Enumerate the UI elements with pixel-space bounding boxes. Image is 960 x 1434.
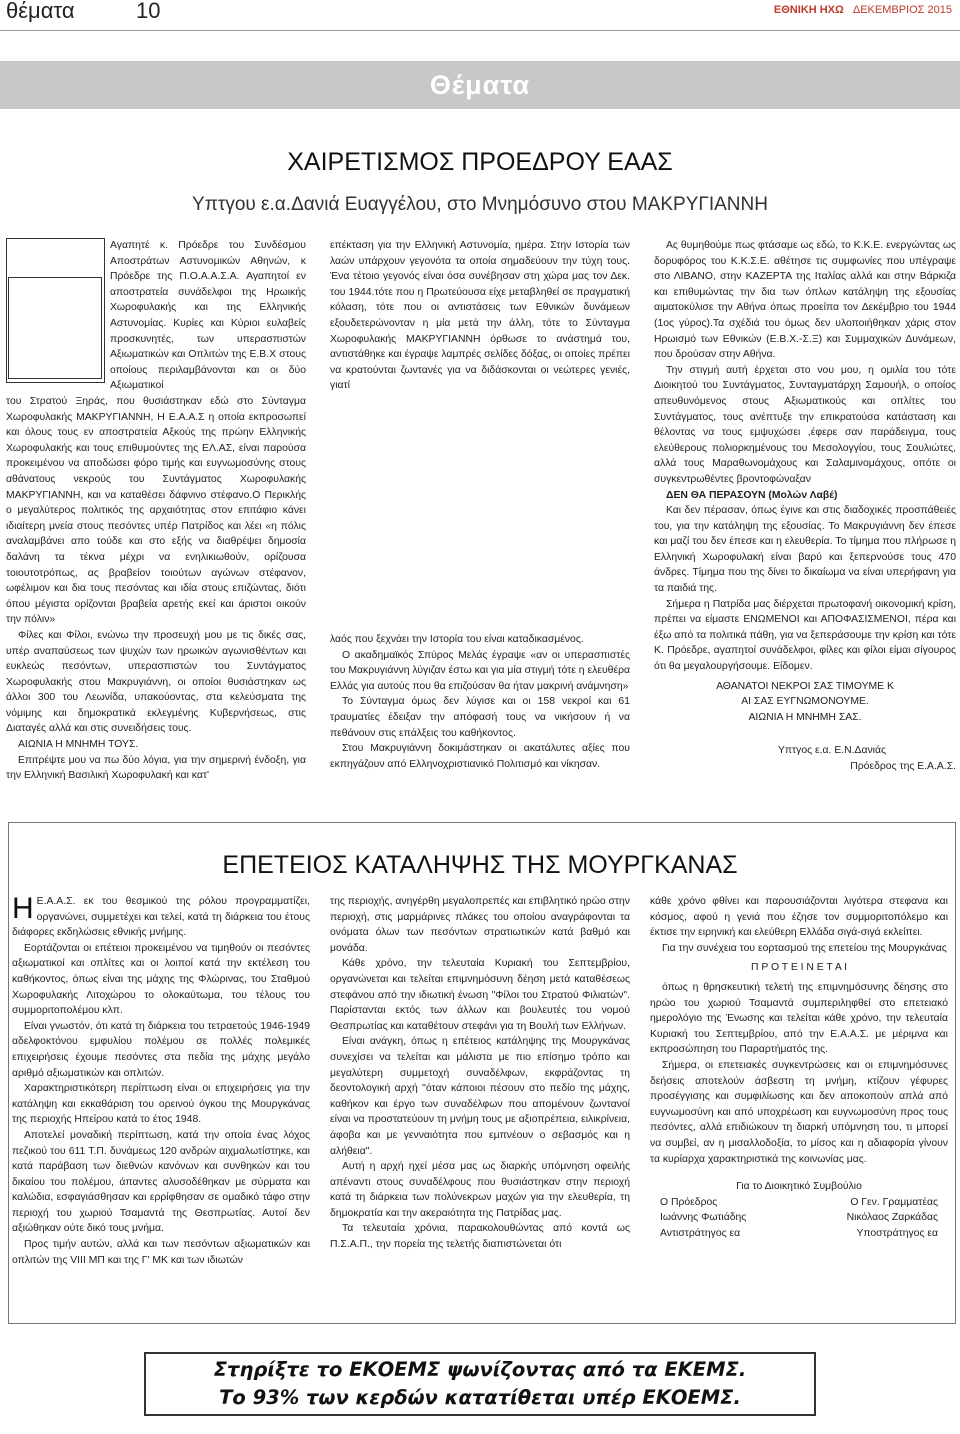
article2-col2 bbox=[330, 894, 630, 1253]
paragraph: λαός που ξεχνάει την Ιστορία του είναι καταδικασμένος. bbox=[330, 633, 584, 645]
page-number: 10 bbox=[136, 0, 161, 23]
advert-line: Το 93% των κερδών κατατίθεται υπέρ ΕΚΟΕΜΣ. bbox=[219, 1386, 741, 1409]
author-photo bbox=[6, 238, 105, 383]
header-rule bbox=[0, 30, 960, 31]
article2-col1 bbox=[12, 894, 310, 1268]
paragraph: ΔΕΝ ΘΑ ΠΕΡΑΣΟΥΝ (Μολών Λαβέ) bbox=[666, 489, 838, 501]
article1-greeting: Αγαπητέ κ. Πρόεδρε του Συνδέσμου Αποστράτων Αστυνομικών Αθηνών, κ Πρόεδρε της Π.Ο.Α.Α.Σ.Α. Αγαπητοί εν αποστρατεία συνάδελφοι της Ηρωικής Χωροφυλακής και της Ελληνικής Αστυνομίας. Κυρίες και Κύριοι ευλαβείς προσκυνητές, των υπερασπιστών Αξιωματικών και Οπλιτών της Ε.Β.Χ στους οποίους περιλαμβάνονται και οι δύο Αξιωματικοί bbox=[110, 240, 306, 392]
paragraph: της περιοχής, ανηγέρθη μεγαλοπρεπές και επιβλητικό ηρώο στην περιοχή, στις μαρμάρινες πλάκες του οποίου αναγράφονται τα ονόματα όλων των πεσόντων στρατιωτικών κατά βαθμό και μονάδα. bbox=[330, 896, 630, 954]
signature-name: Ιωάννης Φωτιάδης bbox=[660, 1212, 747, 1224]
paragraph: Κάθε χρόνο, την τελευταία Κυριακή του Σεπτεμβρίου, οργανώνεται και τελείται επιμνημόσυνη δέηση μετά καταθέσεως στεφάνου από την ιδιωτική ένωση "Φίλοι του Στρατού Φιλιατών". Παρίστανται εκτός των άλλων και βουλευτές του νομού Θεσπρωτίας και καταθέτουν στεφάνι για τη Βουλή των Ελλήνων. bbox=[330, 958, 630, 1032]
footer-advert bbox=[144, 1352, 816, 1416]
section-name: θέματα bbox=[6, 0, 75, 23]
board-heading: Για το Διοικητικό Συμβούλιο bbox=[736, 1181, 862, 1193]
paragraph: όπως η θρησκευτική τελετή της επιμνημόσυνης δέησης στο ηρώο του χωριού Τσαμαντά συμπεριληφθεί στο επετειακό ημερολόγιο της Ένωσης και τελείται κάθε χρόνο, την τελευταία Κυριακή του Σεπτεμβρίου, από την Ε.Α.Α.Σ. με μέριμνα και εκπροσώπηση του Παραρτήματός της. bbox=[650, 981, 948, 1056]
newspaper-name: ΕΘΝΙΚΗ ΗΧΩ bbox=[773, 4, 844, 16]
paragraph: Στου Μακρυγιάννη δοκιμάστηκαν οι ακατάλυτες αξίες που εκπηγάζουν από Ελληνοχριστιανικό Πολιτισμό και νίκησαν. bbox=[330, 743, 630, 770]
article1-col1 bbox=[6, 394, 306, 784]
paragraph: Σήμερα, οι επετειακές συγκεντρώσεις και οι επιμνημόσυνες δεήσεις αποτελούν άσβεστη τη μνήμη, κτίζουν γέφυρες προσέγγισης και συμφιλίωσης και δεν αποκοπούν απλά από ευγνωμοσύνη και από υποχρέωση και ευγνωμοσύνη προς τους πεσόντες, αλλά επιδιώκουν τη διαρκή υπόμνηση του, τι μπορεί να συμβεί, αν η μισαλλοδοξία, το μίσος και η αδιαφορία γίνουν τα κυρίαρχα χαρακτηριστικά της κοινωνίας μας. bbox=[650, 1059, 948, 1165]
paragraph: Την στιγμή αυτή έρχεται στο νου μου, η ομιλία του τότε Διοικητού του Συντάγματος, Συνταγματάρχη Σαμουήλ, ο οποίος απευθυνόμενος στους Αξιωματικούς και οπλίτες του Συντάγματος, τους ανέπτυξε την επικρατούσα κατάσταση και θέλοντας να τους εμψυχώσει ,έφερε σαν παράδειγμα, τους ελεύθερους πολιορκημένους του Μεσολογγίου, τους Σουλιώτες, αλλά τους Μαραθωνομάχους και Σαλαμινομάχους, οπότε οι συγκεντρωθέντες βροντοφώναξαν bbox=[654, 364, 956, 485]
article1-col3 bbox=[654, 238, 956, 775]
paragraph: Προς τιμήν αυτών, αλλά και των πεσόντων αξιωματικών και οπλιτών της VIII ΜΠ και της Γ' ΜΚ και των ιδιωτών bbox=[12, 1239, 310, 1266]
closing-line: ΑΙ ΣΑΣ ΕΥΓΝΩΜΟΝΟΥΜΕ. bbox=[741, 696, 869, 708]
paragraph: Χαρακτηριστικότερη περίπτωση είναι οι επιχειρήσεις για την κατάληψη και εκκαθάριση του ορεινού όγκου της Μουργκάνας της περιοχής Ηπείρου κατά το έτος 1948. bbox=[12, 1083, 310, 1126]
paragraph: του Στρατού Ξηράς, που θυσιάστηκαν εδώ στο Σύνταγμα Χωροφυλακής ΜΑΚΡΥΓΙΑΝΝΗ, Η Ε.Α.Α.Σ η οποία εκπροσωπεί και όλους τους εν αποστρατεία Αξκούς της πρώην Ελληνικής Χωροφυλακής και τους επιθυμούντες της ΕΛ.ΑΣ, είναι παρούσα προκειμένου να αποδώσει φόρο τιμής και ευγνωμοσύνης στους αθάνατους νεκρούς του Συντάγματος Χωροφυλακής ΜΑΚΡΥΓΙΑΝΝΗ, και να καταθέσει δάφνινο στέφανο.Ο Περικλής ο μεγαλύτερος πολιτικός της αρχαιότητας στον επιτάφιο κάνει ιδιαίτερη μνεία στους πεσόντες υπέρ Πατρίδος και λέει «η πόλις αναλαμβάνει απο τούδε και στο εξής να διαθρέψει δημοσία δαλάνη τα τέκνα μέχρι να ενηλικιωθούν, ορίζουσα τοιουτοτρόπως, ας βραβείον τοιούτων αγώνων στέφανον, ωφέλιμον και δια τους πεσόντας και ιδία στους επιζώντας, διότι όπου μέγιστα ορίζονται βραβεία αρετής εκεί και άριστοι οικούν την πόλιν» bbox=[6, 396, 306, 626]
article1-col2 bbox=[330, 238, 630, 772]
article2-title: ΕΠΕΤΕΙΟΣ ΚΑΤΑΛΗΨΗΣ ΤΗΣ ΜΟΥΡΓΚΑΝΑΣ bbox=[222, 851, 738, 879]
section-banner: Θέματα bbox=[0, 61, 960, 109]
paragraph: επέκταση για την Ελληνική Αστυνομία, ημέρα. Στην Ιστορία των λαών υπάρχουν γεγονότα τα οποία σημαδεύουν την τύχη τους. Ένα τέτοιο γεγονός είναι όσα συνέβησαν στη χώρα μας τον Δεκ. του 1944.τότε που η Πρωτεύουσα είχε μεταβληθεί σε πραγματική κόλαση, τότε που οι αντιστάσεις των Εθνικών δυνάμεων εξουδετερώνονταν η μία μετά την άλλη, τότε το Σύνταγμα Χωροφυλακής ΜΑΚΡΥΓΙΑΝΝΗ όρθωσε το ανάστημά του, αντιστάθηκε και έγραψε λαμπρές σελίδες δόξας, οι οποίες πρέπει να κρατούνται ζωντανές για να διδάσκονται οι νεώτερες γενιές, γιατί bbox=[330, 240, 630, 392]
board-signatures bbox=[650, 1179, 948, 1241]
article1-intro bbox=[110, 238, 306, 394]
paragraph: Είναι γνωστόν, ότι κατά τη διάρκεια του τετραετούς 1946-1949 αδελφοκτόνου εμφυλίου πολέμου σε πολλές πολεμικές επιχειρήσεις έχουμε πεσόντες στα πεδία της μάχης μεγάλο αριθμό αξιωματικών και οπλιτών. bbox=[12, 1020, 310, 1079]
signature-name: Νικόλαος Ζαρκάδας bbox=[846, 1212, 938, 1224]
paragraph: Επιτρέψτε μου να πω δύο λόγια, για την σημερινή ένδοξη, για την Ελληνική Βασιλική Χωροφυλακή και κατ' bbox=[6, 754, 306, 782]
paragraph: Εορτάζονται οι επέτειοι προκειμένου να τιμηθούν οι πεσόντες αξιωματικοί και οπλίτες και οι λοιποί κατά την εκτέλεση του καθήκοντος, όπως είναι της μάχης της Φλώρινας, του Σταθμού Χωροφυλακής Λιτοχώρου το ολοκαύτωμα, του τέλους του συμμοριτοπολέμου κλπ. bbox=[12, 942, 310, 1017]
article1-subtitle: Υπτγου ε.α.Δανιά Ευαγγέλου, στο Μνημόσυνο στου ΜΑΚΡΥΓΙΑΝΝΗ bbox=[192, 194, 768, 215]
signature-role: Ο Πρόεδρος bbox=[660, 1196, 718, 1208]
drop-cap: Η bbox=[12, 892, 34, 925]
paragraph: Είναι ανάγκη, όπως η επέτειος κατάληψης της Μουργκάνας συνεχίσει να τελείται και μάλιστα με πιο επίσημο τρόπο και μεγαλύτερη συμμετοχή συναδέλφων, εκφράζοντας τη δεοντολογική αρχή "όταν κάποιοι πέσουν στο πεδίο της μάχης, καθήκον και έργο των συναδέλφων που απομένουν ζωντανοί είναι να προστατεύουν τη μνήμη τους με αξιοπρέπεια, ειλικρίνεια, άφοβα και με γενναιότητα που εμπνέουν ο σεβασμός και η αλήθεια". bbox=[330, 1036, 630, 1157]
signature-name: Υπτγος ε.α. Ε.Ν.Δανιάς bbox=[777, 745, 886, 757]
closing-line: ΑΘΑΝΑΤΟΙ ΝΕΚΡΟΙ ΣΑΣ ΤΙΜΟΥΜΕ Κ bbox=[716, 680, 894, 692]
article2-col3 bbox=[650, 894, 948, 1241]
issue-date: ΔΕΚΕΜΒΡΙΟΣ 2015 bbox=[852, 4, 952, 16]
signature-role: Ο Γεν. Γραμματέας bbox=[850, 1196, 938, 1208]
paragraph: Η Ε.Α.Α.Σ. εκ του θεσμικού της ρόλου προγραμματίζει, οργανώνει, συμμετέχει και τελεί, κατά τη διάρκεια του έτους διάφορες εκδηλώσεις εθνικής μνήμης. bbox=[12, 892, 310, 939]
paragraph: Το Σύνταγμα όμως δεν λύγισε και οι 158 νεκροί και 61 τραυματίες έδειξαν την απόφασή τους να νικήσουν ή να πεθάνουν στις επάλξεις του καθήκοντος. bbox=[330, 696, 630, 739]
paragraph: Σήμερα η Πατρίδα μας διέρχεται πρωτοφανή οικονομική κρίση, πρέπει να είμαστε ΕΝΩΜΕΝΟΙ και ΑΠΟΦΑΣΙΣΜΕΝΟΙ, πέρα και έξω από τα πολιτικά πάθη, για να ξεπεράσουμε την κρίση και τότε Κ. Πρόεδρε, αγαπητοί συνάδελφοι, φίλες και φίλοι είμαι σίγουρος ότι θα μεγαλουργήσουμε. Είδομεν. bbox=[654, 598, 956, 673]
signature-title: Πρόεδρος της Ε.Α.Α.Σ. bbox=[850, 761, 956, 772]
masthead-info bbox=[774, 4, 952, 16]
paragraph: ΑΙΩΝΙΑ Η ΜΝΗΜΗ ΤΟΥΣ. bbox=[18, 739, 139, 751]
paragraph: Για την συνέχεια του εορτασμού της επετείου της Μουργκάνας bbox=[662, 942, 947, 954]
paragraph: κάθε χρόνο φθίνει και παρουσιάζονται λιγότερα στεφανα και κόσμος, αφού η γενιά που έζησε τον συμμοριτοπόλεμο και έκτισε την ειρηνική και ελεύθερη Ελλάδα σιγά-σιγά εκλείπει. bbox=[650, 896, 948, 939]
paragraph: Τα τελευταία χρόνια, παρακολουθώντας από κοντά ως Π.Σ.Α.Π., την πορεία της τελετής διαπιστώνεται ότι bbox=[330, 1223, 630, 1251]
paragraph: Φίλες και Φίλοι, ενώνω την προσευχή μου με τις δικές σας, υπέρ αναπαύσεως των ψυχών των ηρωικών αγωνισθέντων και ευκλεώς πεσόντων, υπερασπιστών του Συντάγματος Χωροφυλακής στου Μακρυγιάννη, οι οποίοι θυσιάστηκαν ως άλλοι 300 του Λεωνίδα, υπακούοντας, στα κελεύσματα της νόμιμης και δημοκρατικά εκλεγμένης Κυβερνήσεως, στις Διαταγές αλλά και στις συνειδήσεις τους. bbox=[6, 629, 306, 735]
article1-title: ΧΑΙΡΕΤΙΣΜΟΣ ΠΡΟΕΔΡΟΥ ΕΑΑΣ bbox=[287, 148, 673, 176]
paragraph: Αυτή η αρχή ηχεί μέσα μας ως διαρκής υπόμνηση οφειλής απέναντι στους συναδέλφους που θυσιάστηκαν στην περιοχή κατά τη διάρκεια των πολύνεκρων μαχών για την ελευθερία, τη δημοκρατία και την ακεραιότητα της Πατρίδας μας. bbox=[330, 1161, 630, 1219]
paragraph: Ας θυμηθούμε πως φτάσαμε ως εδώ, το Κ.Κ.Ε. ενεργώντας ως δορυφόρος του Κ.Κ.Σ.Ε. αθέτησε τις συμφωνίες που υπέγραψε στο ΛΙΒΑΝΟ, στην ΚΑΖΕΡΤΑ της Ιταλίας αλλά και στην Βάρκιζα και επιθυμώντας την δια των όπλων κατάληψη της εξουσίας αιματοκύλισε την Αθήνα όπως προείπα τον Δεκέμβριο του 1944 (1ος γύρος).Τα σχέδιά του όμως δεν υλοποιήθηκαν χάρις στον Ηρωισμό των Εθνικών (Ε.Β.Χ.-Σ.Ξ) και Συμμαχικών Δυνάμεων, που δρούσαν στην Αθήνα. bbox=[654, 240, 956, 361]
signature-rank: Αντιστράτηγος εα bbox=[660, 1227, 741, 1239]
proposal-heading: Π Ρ Ο Τ Ε Ι Ν Ε Τ Α Ι bbox=[750, 962, 848, 974]
closing-line: ΑΙΩΝΙΑ Η ΜΝΗΜΗ ΣΑΣ. bbox=[748, 711, 862, 723]
advert-line: Στηρίξτε το ΕΚΟΕΜΣ ψωνίζοντας από τα ΕΚΕΜΣ. bbox=[213, 1358, 747, 1381]
paragraph: Και δεν πέρασαν, όπως έγινε και στις διαδοχικές προσπάθειές του, για την κατάληψη της εξουσίας. Το Μακρυγιάννη δεν έπεσε και μαζί του δεν έπεσε και η ελευθερία. Το τίμημα που πλήρωσε η Ελληνική Χωροφυλακή είναι βαρύ και ξεπερνούσε τους 470 άνδρες. Τίμημα που της δίνει το δικαίωμα να είναι υπερήφανη για τα παιδιά της. bbox=[654, 505, 956, 595]
paragraph: Αποτελεί μοναδική περίπτωση, κατά την οποία ένας λόχος πεζικού του 611 Τ.Π. δυνάμεως 120 ανδρών αιχμαλωτίστηκε, και κατά παράβαση των διεθνών κανόνων και συνθηκών και του δικαίου του πολέμου, άπαντες αλυσοδέθηκαν με σύρματα και καλώδια, εσφαγιάσθησαν και ερρίφθησαν σε ομαδικό τάφο στην περιοχή του χωριού Τσαμαντά της Θεσπρωτίας. Αυτοί δεν αξιώθηκαν ούτε δικό τους μνήμα. bbox=[12, 1129, 310, 1235]
paragraph: Ο ακαδημαϊκός Σπύρος Μελάς έγραψε «αν οι υπερασπιστές του Μακρυγιάννη λύγιζαν έστω και για μία στιγμή τότε η ελευθέρα Ελλάς για αυτούς που θα επιζούσαν θα ήταν μακρινή ανάμνηση» bbox=[330, 649, 630, 692]
signature-rank: Υποστράτηγος εα bbox=[856, 1227, 938, 1239]
